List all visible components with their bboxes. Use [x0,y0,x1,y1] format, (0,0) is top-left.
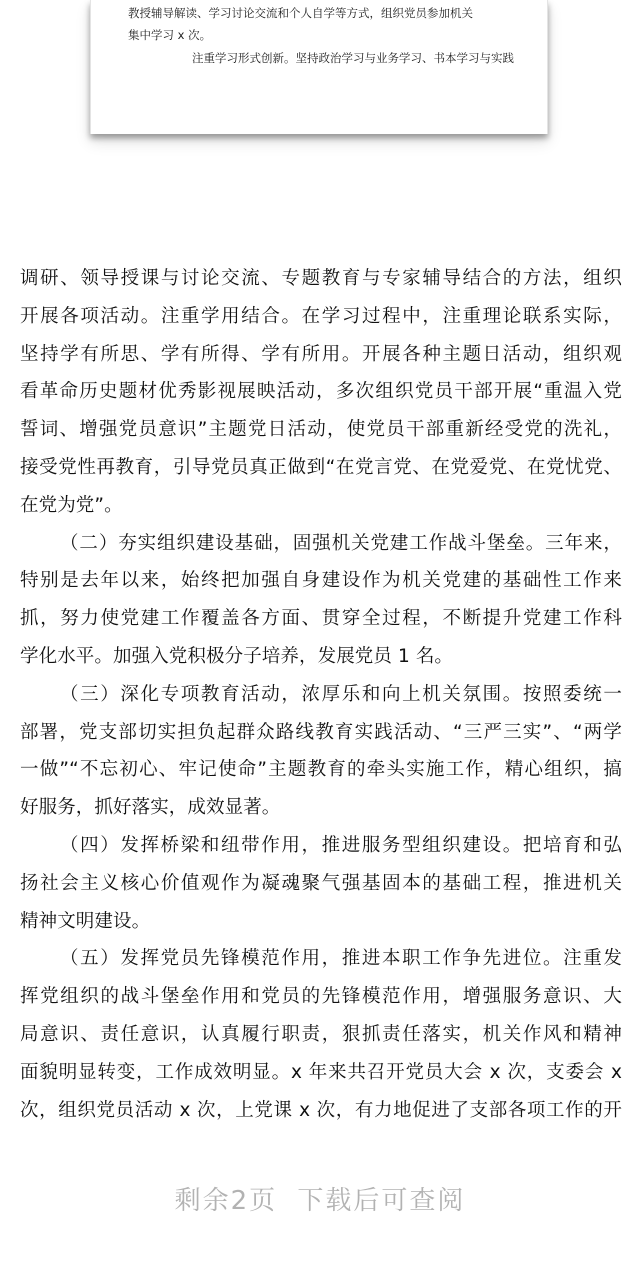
preview-text-line: 注重学习形式创新。坚持政治学习与业务学习、书本学习与实践 [192,51,514,65]
body-line: 次，组织党员活动 x 次，上党课 x 次，有力地促进了支部各项工作的开 [20,1099,622,1121]
body-line: 接受党性再教育，引导党员真正做到“在党言党、在党爱党、在党忧党、 [20,456,622,478]
body-line: 抓，努力使党建工作覆盖各方面、贯穿全过程，不断提升党建工作科 [20,608,622,630]
document-body [20,260,622,1129]
section-heading-line: （三）深化专项教育活动，浓厚乐和向上机关氛围。按照委统一 [60,683,622,705]
body-line: 调研、领导授课与讨论交流、专题教育与专家辅导结合的方法，组织 [20,268,622,289]
preview-text-line: 教授辅导解读、学习讨论交流和个人自学等方式，组织党员参加机关 [128,6,473,20]
preview-text-line: 集中学习 x 次。 [128,28,212,42]
section-heading-line: （二）夯实组织建设基础，固强机关党建工作战斗堡垒。三年来， [60,532,622,554]
body-line: 挥党组织的战斗堡垒作用和党员的先锋模范作用，增强服务意识、大 [20,986,622,1008]
body-line: 看革命历史题材优秀影视展映活动，多次组织党员干部开展“重温入党 [20,381,622,403]
section-heading-line: （四）发挥桥梁和纽带作用，推进服务型组织建设。把培育和弘 [60,834,622,856]
body-line: 誓词、增强党员意识”主题党日活动，使党员干部重新经受党的洗礼， [20,419,622,441]
body-line: 坚持学有所思、学有所得、学有所用。开展各种主题日活动，组织观 [20,343,622,365]
body-line: 精神文明建设。 [20,910,151,932]
document-preview-card [90,0,548,134]
body-line: 在党为党”。 [20,494,123,516]
body-line: 一做”“不忘初心、牢记使命”主题教育的牵头实施工作，精心组织，搞 [20,759,622,781]
download-prompt-link[interactable]: 剩余2页 下载后可查阅 [174,1186,466,1216]
body-line: 局意识、责任意识，认真履行职责，狠抓责任落实，机关作风和精神 [20,1023,622,1045]
body-line: 扬社会主义核心价值观作为凝魂聚气强基固本的基础工程，推进机关 [20,872,622,894]
body-line: 面貌明显转变，工作成效明显。x 年来共召开党员大会 x 次，支委会 x [20,1061,622,1083]
body-line: 好服务，抓好落实，成效显著。 [20,797,281,819]
body-line: 学化水平。加强入党积极分子培养，发展党员 1 名。 [20,645,454,667]
section-heading-line: （五）发挥党员先锋模范作用，推进本职工作争先进位。注重发 [60,948,622,970]
body-line: 特别是去年以来，始终把加强自身建设作为机关党建的基础性工作来 [20,570,622,592]
body-line: 部署，党支部切实担负起群众路线教育实践活动、“三严三实”、“两学 [20,721,622,743]
body-line: 开展各项活动。注重学用结合。在学习过程中，注重理论联系实际， [20,305,622,327]
